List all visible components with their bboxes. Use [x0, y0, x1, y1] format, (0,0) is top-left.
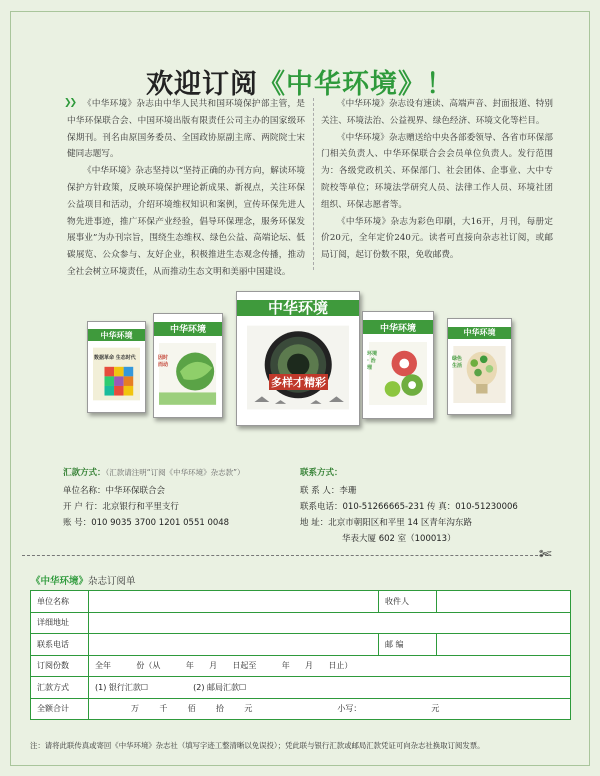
unit-label: 单位名称: [31, 591, 89, 613]
copies-label: 订阅份数: [31, 655, 89, 677]
payment-info: [63, 483, 229, 531]
form-row-total: [31, 698, 571, 720]
cover-art-lens: [247, 321, 349, 414]
magazine-cover-5: [447, 318, 512, 415]
cover-headline: 环境 · 治理: [367, 351, 378, 371]
cover-masthead: 中华环境: [154, 322, 222, 335]
magazine-cover-3: [236, 291, 360, 426]
magazine-cover-1: [87, 321, 146, 413]
payment-line: 开 户 行：北京银行和平里支行: [63, 502, 179, 512]
intro-paragraph: 《中华环境》杂志赠送给中央各部委领导、各省市环保部门相关负责人、中华环保联合会会员单位负责人。发行范围为：各级党政机关、环保部门、社会团体、企事业、大中专院校等单位；环境法学研究人员、法律工作人员、环境社团组织、环保志愿者等。: [321, 132, 553, 210]
cover-headline: 多样才精彩: [271, 376, 326, 389]
contact-header-label: 联系方式：: [300, 468, 343, 478]
magazine-cover-2: [153, 313, 223, 418]
contact-header: [300, 466, 343, 478]
address-label: 详细地址: [31, 612, 89, 634]
cut-line: [22, 555, 548, 556]
intro-paragraph: 《中华环境》杂志由中华人民共和国环境保护部主管，是中华环保联合会、中国环境出版有限责任公司主办的国家级环保期刊。刊名由原国务委员、全国政协原副主席、两院院士宋健同志题写。: [67, 99, 305, 160]
contact-line: 华表大厦 602 室（100013）: [342, 534, 456, 544]
form-row-address: [31, 612, 571, 634]
recipient-input[interactable]: [437, 591, 571, 613]
cover-headline: 数据革命 生态时代: [94, 355, 136, 361]
copies-detail[interactable]: 全年 份（从 年 月 日起至 年 月 日止）: [89, 655, 571, 677]
postcode-input[interactable]: [437, 634, 571, 656]
cover-art-globe: [159, 343, 216, 405]
intro-paragraph: 《中华环境》杂志设有速读、高端声音、封面报道、特别关注、环境法治、公益视界、绿色经济、环境文化等栏目。: [321, 99, 553, 126]
postal-transfer-checkbox[interactable]: (2) 邮局汇款☐: [193, 682, 247, 692]
cover-masthead: 中华环境: [88, 329, 145, 341]
total-label: 全额合计: [31, 698, 89, 720]
yuan-label: 元: [431, 704, 440, 714]
title-magazine: 《中华环境》: [258, 69, 426, 100]
form-title-text: 杂志订阅单: [88, 576, 136, 587]
scissors-icon: ✄: [539, 545, 552, 563]
form-row-phone: [31, 634, 571, 656]
payment-header-label: 汇款方式：: [63, 468, 106, 478]
cover-headline: 绿色生活: [452, 356, 463, 369]
method-options: [89, 677, 571, 699]
total-detail[interactable]: [89, 698, 571, 720]
contact-line: 地 址：北京市朝阳区和平里 14 区青年沟东路: [300, 518, 472, 528]
total-amount-units: 万 千 佰 拾 元: [131, 704, 253, 714]
form-title-magazine: 《中华环境》: [31, 576, 89, 587]
contact-line: 联系电话：010-51266665-231 传 真：010-51230006: [300, 502, 518, 512]
recipient-label: 收件人: [379, 591, 437, 613]
payment-header: [63, 466, 245, 478]
title-suffix: ！: [426, 69, 454, 100]
title-prefix: 欢迎订阅: [146, 69, 258, 100]
postcode-label: 邮 编: [379, 634, 437, 656]
subscription-form: [30, 590, 571, 720]
lowercase-label: 小写：: [337, 704, 362, 714]
magazine-cover-4: [362, 311, 434, 419]
bank-transfer-checkbox[interactable]: (1) 银行汇款☐: [95, 682, 149, 692]
form-row-copies: [31, 655, 571, 677]
payment-line: 账 号：010 9035 3700 1201 0551 0048: [63, 518, 230, 528]
cover-masthead: 中华环境: [363, 320, 433, 334]
address-input[interactable]: [89, 612, 571, 634]
cover-masthead: 中华环境: [448, 327, 511, 339]
form-row-unit: [31, 591, 571, 613]
form-title: [31, 573, 136, 587]
intro-paragraph: 《中华环境》杂志坚持以“坚持正确的办刊方向，解读环境保护方针政策，反映环境保护理论新成果、新视点，关注环保公益项目和活动，介绍环境维权知识和案例，宣传环保先进人物先进事迹，推广环保产业经验，倡导环保理念，服务环保发展事业”为办刊宗旨，围绕生态维权、绿色公益、高端论坛、低碳展览、公众参与、友好企业，积极推进生态观念传播，推动全社会树立环境责任，从而推动生态文明和美丽中国建设。: [67, 166, 305, 277]
intro-paragraph: 《中华环境》杂志为彩色印刷，大16开，月刊，每册定价20元，全年定价240元。读者可直接向杂志社订阅，或邮局订阅，起订份数不限，免收邮费。: [321, 216, 553, 261]
cover-headline: 因时而动: [158, 355, 169, 368]
intro-right-column: [321, 96, 553, 264]
intro-left-column: [67, 96, 305, 281]
contact-info: [300, 483, 518, 547]
payment-line: 单位名称：中华环保联合会: [63, 486, 166, 496]
footnote: 注：请将此联传真或寄回《中华环境》杂志社（填写字迹工整清晰以免误投）；凭此联与银行汇款或邮局汇款凭证可向杂志社换取订阅发票。: [30, 741, 485, 750]
unit-input[interactable]: [89, 591, 379, 613]
phone-label: 联系电话: [31, 634, 89, 656]
contact-line: 联 系 人：李珊: [300, 486, 357, 496]
column-divider: [313, 98, 314, 270]
phone-input[interactable]: [89, 634, 379, 656]
arrow-icon: ❯❯: [64, 98, 76, 108]
form-row-method: [31, 677, 571, 699]
method-label: 汇款方式: [31, 677, 89, 699]
cover-masthead: 中华环境: [237, 300, 359, 316]
payment-note: （汇款请注明“订阅《中华环境》杂志款”）: [105, 468, 245, 477]
